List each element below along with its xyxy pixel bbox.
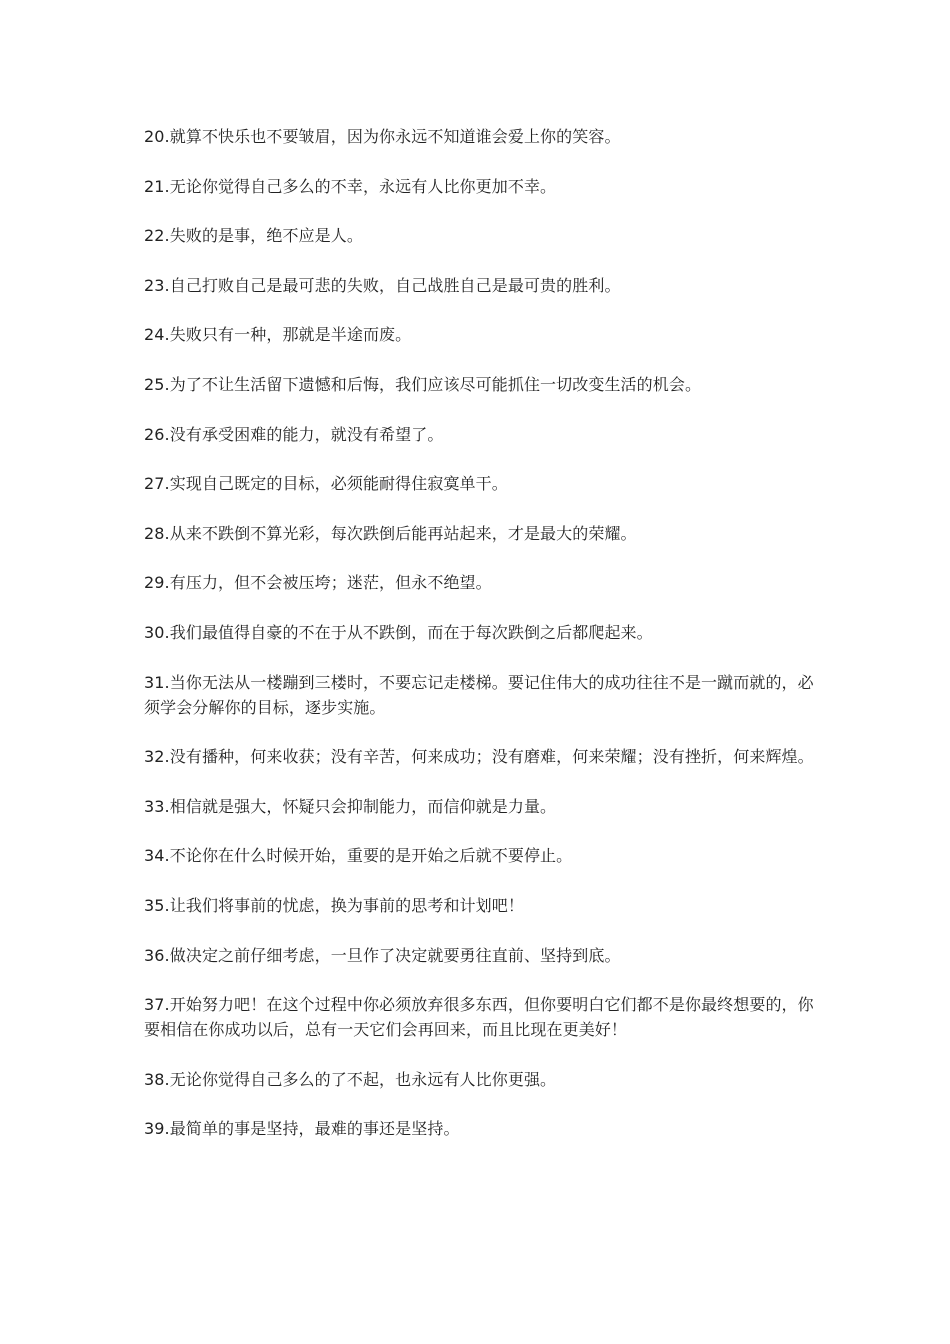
quote-paragraph-37: 37.开始努力吧！在这个过程中你必须放弃很多东西，但你要明白它们都不是你最终想要的，你要相信在你成功以后，总有一天它们会再回来，而且比现在更美好！ <box>144 995 814 1040</box>
quote-paragraph-24: 24.失败只有一种，那就是半途而废。 <box>144 325 412 345</box>
quote-paragraph-33: 33.相信就是强大，怀疑只会抑制能力，而信仰就是力量。 <box>144 796 557 816</box>
quote-paragraph-28: 28.从来不跌倒不算光彩，每次跌倒后能再站起来，才是最大的荣耀。 <box>144 523 637 543</box>
quote-paragraph-30: 30.我们最值得自豪的不在于从不跌倒，而在于每次跌倒之后都爬起来。 <box>144 622 653 642</box>
quote-paragraph-31: 31.当你无法从一楼蹦到三楼时，不要忘记走楼梯。要记住伟大的成功往往不是一蹴而就的，必须学会分解你的目标，逐步实施。 <box>144 672 814 717</box>
quote-paragraph-35: 35.让我们将事前的忧虑，换为事前的思考和计划吧！ <box>144 895 524 915</box>
quote-paragraph-39: 39.最简单的事是坚持，最难的事还是坚持。 <box>144 1119 460 1139</box>
quote-paragraph-38: 38.无论你觉得自己多么的了不起，也永远有人比你更强。 <box>144 1069 557 1089</box>
quote-paragraph-26: 26.没有承受困难的能力，就没有希望了。 <box>144 424 444 444</box>
quote-paragraph-23: 23.自己打败自己是最可悲的失败，自己战胜自己是最可贵的胜利。 <box>144 275 621 295</box>
quote-paragraph-25: 25.为了不让生活留下遗憾和后悔，我们应该尽可能抓住一切改变生活的机会。 <box>144 374 702 394</box>
quote-paragraph-21: 21.无论你觉得自己多么的不幸，永远有人比你更加不幸。 <box>144 176 557 196</box>
quote-paragraph-32: 32.没有播种，何来收获；没有辛苦，何来成功；没有磨难，何来荣耀；没有挫折，何来辉煌。 <box>144 747 814 767</box>
document-body <box>144 124 816 1166</box>
quote-paragraph-27: 27.实现自己既定的目标，必须能耐得住寂寞单干。 <box>144 474 508 494</box>
quote-paragraph-20: 20.就算不快乐也不要皱眉，因为你永远不知道谁会爱上你的笑容。 <box>144 127 621 146</box>
quote-paragraph-36: 36.做决定之前仔细考虑，一旦作了决定就要勇往直前、坚持到底。 <box>144 945 621 965</box>
quote-paragraph-22: 22.失败的是事，绝不应是人。 <box>144 226 363 246</box>
quote-paragraph-29: 29.有压力，但不会被压垮；迷茫，但永不绝望。 <box>144 573 492 593</box>
quote-paragraph-34: 34.不论你在什么时候开始，重要的是开始之后就不要停止。 <box>144 846 573 866</box>
